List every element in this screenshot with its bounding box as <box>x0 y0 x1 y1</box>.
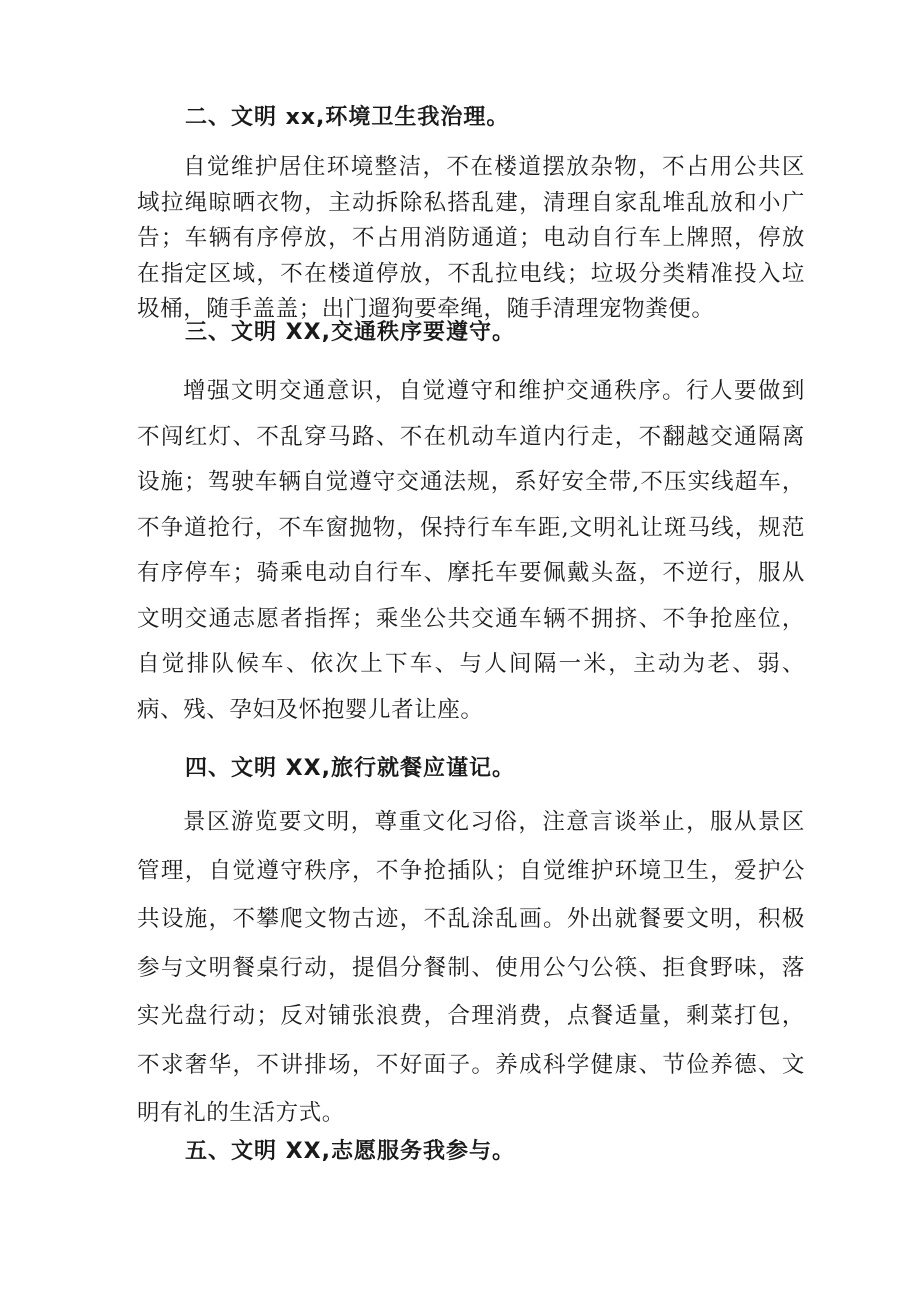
section-body-3: 增强文明交通意识，自觉遵守和维护交通秩序。行人要做到不闯红灯、不乱穿马路、不在机动车道内行走，不翻越交通隔离设施；驾驶车辆自觉遵守交通法规，系好安全带,不压实线超车，不争道抢行，不车窗抛物，保持行车车距,文明礼让斑马线，规范有序停车；骑乘电动自行车、摩托车要佩戴头盔，不逆行，服从文明交通志愿者指挥；乘坐公共交通车辆不拥挤、不争抢座位，自觉排队候车、依次上下车、与人间隔一米，主动为老、弱、病、残、孕妇及怀抱婴儿者让座。 <box>137 378 805 723</box>
section-heading-5: 五、文明 XX,志愿服务我参与。 <box>185 1139 515 1164</box>
section-heading-3: 三、文明 XX,交通秩序要遵守。 <box>185 320 515 345</box>
section-heading-2: 二、文明 xx,环境卫生我治理。 <box>185 105 510 130</box>
section-body-2: 自觉维护居住环境整洁，不在楼道摆放杂物，不占用公共区域拉绳晾晒衣物，主动拆除私搭乱建，清理自家乱堆乱放和小广告；车辆有序停放，不占用消防通道；电动自行车上牌照，停放在指定区域，不在楼道停放，不乱拉电线；垃圾分类精准投入垃圾桶，随手盖盖；出门遛狗要牵绳，随手清理宠物粪便。 <box>137 154 805 322</box>
section-body-4: 景区游览要文明，尊重文化习俗，注意言谈举止，服从景区管理，自觉遵守秩序，不争抢插队；自觉维护环境卫生，爱护公共设施，不攀爬文物古迹，不乱涂乱画。外出就餐要文明，积极参与文明餐桌行动，提倡分餐制、使用公勺公筷、拒食野味，落实光盘行动；反对铺张浪费，合理消费，点餐适量，剩菜打包，不求奢华，不讲排场，不好面子。养成科学健康、节俭养德、文明有礼的生活方式。 <box>137 809 805 1126</box>
section-heading-4: 四、文明 XX,旅行就餐应谨记。 <box>185 756 515 781</box>
